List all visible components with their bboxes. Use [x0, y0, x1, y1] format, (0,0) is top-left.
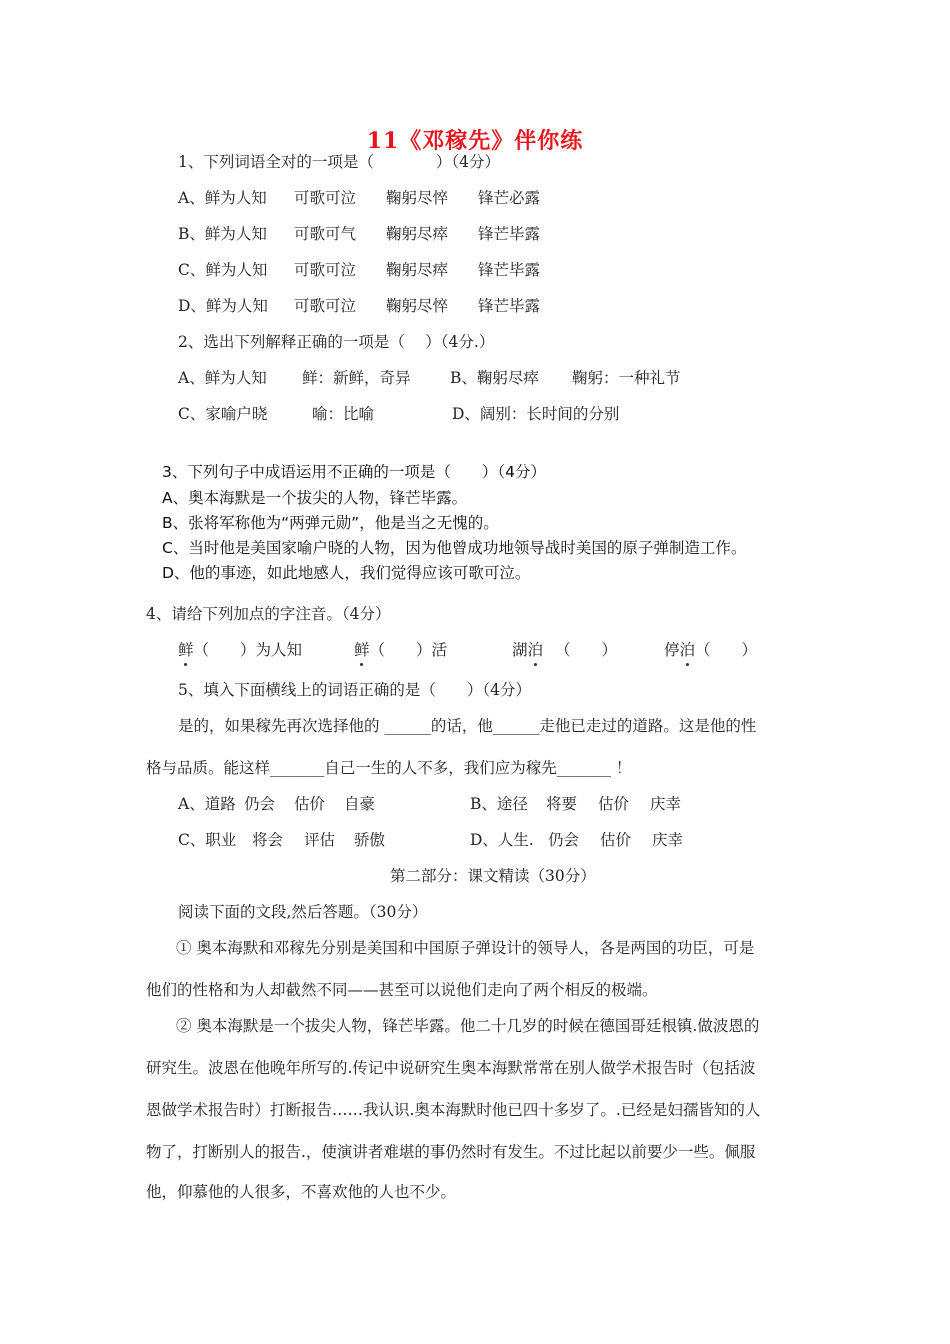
q3-option-a: A、奥本海默是一个拔尖的人物，锋芒毕露。 — [162, 489, 468, 507]
q4-item-1 — [178, 640, 302, 660]
q2-stem: 2、选出下列解释正确的一项是（ ）（4分.） — [178, 333, 495, 351]
q4-item-1-blank: （ ） — [193, 641, 256, 659]
q4-item-3-blank: （ ） — [555, 641, 618, 659]
q1-a-1: A、鲜为人知 — [178, 189, 267, 207]
section-heading: 第二部分：课文精读（30分） — [390, 867, 596, 885]
q2-c-term: C、家喻户晓 — [178, 405, 268, 423]
q5-option-d — [470, 830, 683, 850]
q4-item-2-blank: （ ） — [369, 641, 432, 659]
q4-item-4-blank: （ ） — [695, 641, 758, 659]
q1-d-3: 鞠躬尽悴 — [386, 297, 449, 315]
p2-line-3: 恩做学术报告时）打断报告……我认识.奥本海默时他已四十多岁了。.已经是妇孺皆知的人 — [146, 1101, 761, 1119]
q5-a-2: 仍会 — [244, 795, 276, 813]
q3-option-c: C、当时他是美国家喻户晓的人物，因为他曾成功地领导战时美国的原子弹制造工作。 — [162, 539, 747, 557]
q5-c-2: 将会 — [252, 831, 284, 849]
q5-option-a — [178, 794, 375, 814]
p1-line-2: 他们的性格和为人却截然不同——甚至可以说他们走向了两个相反的极端。 — [146, 981, 658, 999]
q1-b-1: B、鲜为人知 — [178, 225, 267, 243]
q1-option-b — [178, 224, 540, 244]
q4-item-4-dotted: 泊 — [679, 641, 696, 659]
q4-item-2-dotted: 鲜 — [354, 641, 370, 659]
q1-b-3: 鞠躬尽瘁 — [386, 225, 449, 243]
q1-c-3: 鞠躬尽瘁 — [386, 261, 449, 279]
q1-b-4: 锋芒毕露 — [478, 225, 541, 243]
q5-d-3: 估价 — [600, 831, 632, 849]
p2-line-4: 物了，打断别人的报告.，使演讲者难堪的事仍然时有发生。不过比起以前要少一些。佩服 — [146, 1143, 756, 1161]
p2-line-2: 研究生。波恩在他晚年所写的.传记中说研究生奥本海默常常在别人做学术报告时（包括波 — [146, 1059, 756, 1077]
q4-stem: 4、请给下列加点的字注音。（4分） — [146, 605, 391, 623]
q5-a-3: 估价 — [294, 795, 326, 813]
q5-d-4: 庆幸 — [652, 831, 684, 849]
q1-option-d — [178, 296, 540, 316]
q1-c-2: 可歌可泣 — [294, 261, 357, 279]
q4-item-1-rest: 为人知 — [255, 641, 303, 659]
q5-c-3: 评估 — [304, 831, 336, 849]
q4-item-4-pre: 停 — [664, 641, 680, 659]
q5-a-4: 自豪 — [344, 795, 376, 813]
q3-option-b: B、张将军称他为“两弹元勋”，他是当之无愧的。 — [162, 514, 499, 532]
q1-a-2: 可歌可泣 — [294, 189, 357, 207]
q5-b-3: 估价 — [598, 795, 630, 813]
q1-c-1: C、鲜为人知 — [178, 261, 268, 279]
p1-line-1: ① 奥本海默和邓稼先分别是美国和中国原子弹设计的领导人，各是两国的功臣，可是 — [176, 939, 755, 957]
p2-line-1: ② 奥本海默是一个拔尖人物，锋芒毕露。他二十几岁的时候在德国哥廷根镇.做波恩的 — [176, 1017, 760, 1035]
q1-option-c — [178, 260, 540, 280]
q1-d-4: 锋芒毕露 — [478, 297, 541, 315]
q1-a-3: 鞠躬尽悴 — [386, 189, 449, 207]
q5-d-1: D、人生. — [470, 831, 534, 849]
q2-b-gloss: 鞠躬：一种礼节 — [572, 369, 681, 387]
q2-row-2 — [178, 404, 619, 424]
p2-line-5: 他，仰慕他的人很多，不喜欢他的人也不少。 — [146, 1183, 457, 1201]
q1-d-2: 可歌可泣 — [294, 297, 357, 315]
q1-b-2: 可歌可气 — [294, 225, 357, 243]
q5-c-1: C、职业 — [178, 831, 237, 849]
q1-d-1: D、鲜为人知 — [178, 297, 268, 315]
q4-item-3 — [512, 640, 617, 660]
q5-b-4: 庆幸 — [650, 795, 682, 813]
page-title: 11《邓稼先》伴你练 — [366, 128, 584, 154]
q5-passage-line-1: 是的，如果稼先再次选择他的 ______的话，他______走他已走过的道路。这是他的性 — [178, 717, 757, 735]
reading-intro: 阅读下面的文段,然后答题。（30分） — [178, 903, 428, 921]
q5-b-2: 将要 — [546, 795, 578, 813]
q1-a-4: 锋芒必露 — [478, 189, 541, 207]
q4-item-2-rest: 活 — [431, 641, 448, 659]
q3-option-d: D、他的事迹，如此地感人，我们觉得应该可歌可泣。 — [162, 564, 531, 582]
q2-a-gloss: 鲜：新鲜，奇异 — [302, 369, 411, 387]
q1-option-a — [178, 188, 540, 208]
q4-item-2 — [354, 640, 447, 660]
q4-item-3-dotted: 泊 — [527, 641, 544, 659]
q5-option-b — [470, 794, 681, 814]
q2-b-term: B、鞠躬尽瘁 — [450, 369, 539, 387]
q4-item-4 — [664, 640, 757, 660]
q5-option-c — [178, 830, 385, 850]
q2-c-gloss: 喻：比喻 — [312, 405, 375, 423]
q1-c-4: 锋芒毕露 — [478, 261, 541, 279]
q2-row-1 — [178, 368, 681, 388]
q5-passage-line-2: 格与品质。能这样_______自己一生的人不多，我们应为稼先_______ ！ — [146, 759, 632, 777]
q1-stem: 1、下列词语全对的一项是（ ）（4分） — [178, 153, 500, 171]
q5-c-4: 骄傲 — [354, 831, 386, 849]
q5-d-2: 仍会 — [548, 831, 580, 849]
q4-item-1-dotted: 鲜 — [178, 641, 194, 659]
q4-item-3-pre: 湖 — [512, 641, 528, 659]
q2-d-term: D、阔别：长时间的分别 — [452, 405, 620, 423]
q5-b-1: B、途径 — [470, 795, 528, 813]
q2-a-term: A、鲜为人知 — [178, 369, 267, 387]
q5-a-1: A、道路 — [178, 795, 236, 813]
q5-stem: 5、填入下面横线上的词语正确的是（ ）（4分） — [178, 681, 531, 699]
q3-stem: 3、下列句子中成语运用不正确的一项是（ ）（4分） — [162, 463, 546, 481]
